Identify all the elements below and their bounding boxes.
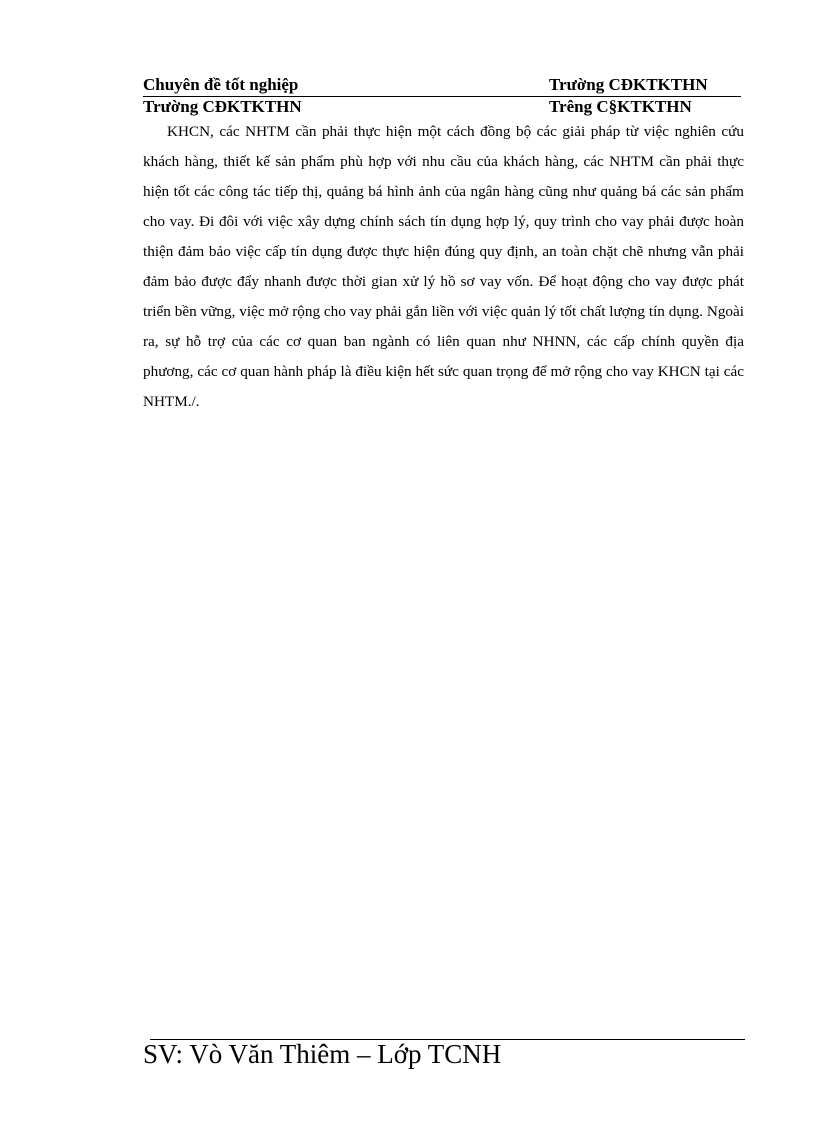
header-document-title: Chuyên đề tốt nghiệp — [143, 75, 299, 94]
header-school-name-legacy-encoding: Trêng C§KTKTHN — [549, 97, 692, 116]
body-paragraph: KHCN, các NHTM cần phải thực hiện một cách đồng bộ các giải pháp từ việc nghiên cứu khách hàng, thiết kế sản phẩm phù hợp với nhu cầu của khách hàng, các NHTM cần phải thực hiện tốt các công tác tiếp thị, quảng bá hình ảnh của ngân hàng cũng như quảng bá các sản phẩm cho vay. Đi đôi với việc xây dựng chính sách tín dụng hợp lý, quy trình cho vay phải được hoàn thiện đảm bảo việc cấp tín dụng được thực hiện đúng quy định, an toàn chặt chẽ nhưng vẫn phải đảm bảo được đẩy nhanh được thời gian xử lý hồ sơ vay vốn. Để hoạt động cho vay được phát triển bền vững, việc mở rộng cho vay phải gắn liền với việc quản lý tốt chất lượng tín dụng. Ngoài ra, sự hỗ trợ của các cơ quan ban ngành có liên quan như NHNN, các cấp chính quyền địa phương, các cơ quan hành pháp là điều kiện hết sức quan trọng để mở rộng cho vay KHCN tại các NHTM./. — [143, 123, 744, 410]
running-header — [143, 74, 741, 97]
header-school-name-secondary: Trường CĐKTKTHN — [143, 97, 302, 116]
running-header-secondary — [143, 96, 741, 118]
header-school-name: Trường CĐKTKTHN — [549, 75, 708, 94]
footer-student-info: SV: Vò Văn Thiêm – Lớp TCNH — [143, 1039, 502, 1069]
